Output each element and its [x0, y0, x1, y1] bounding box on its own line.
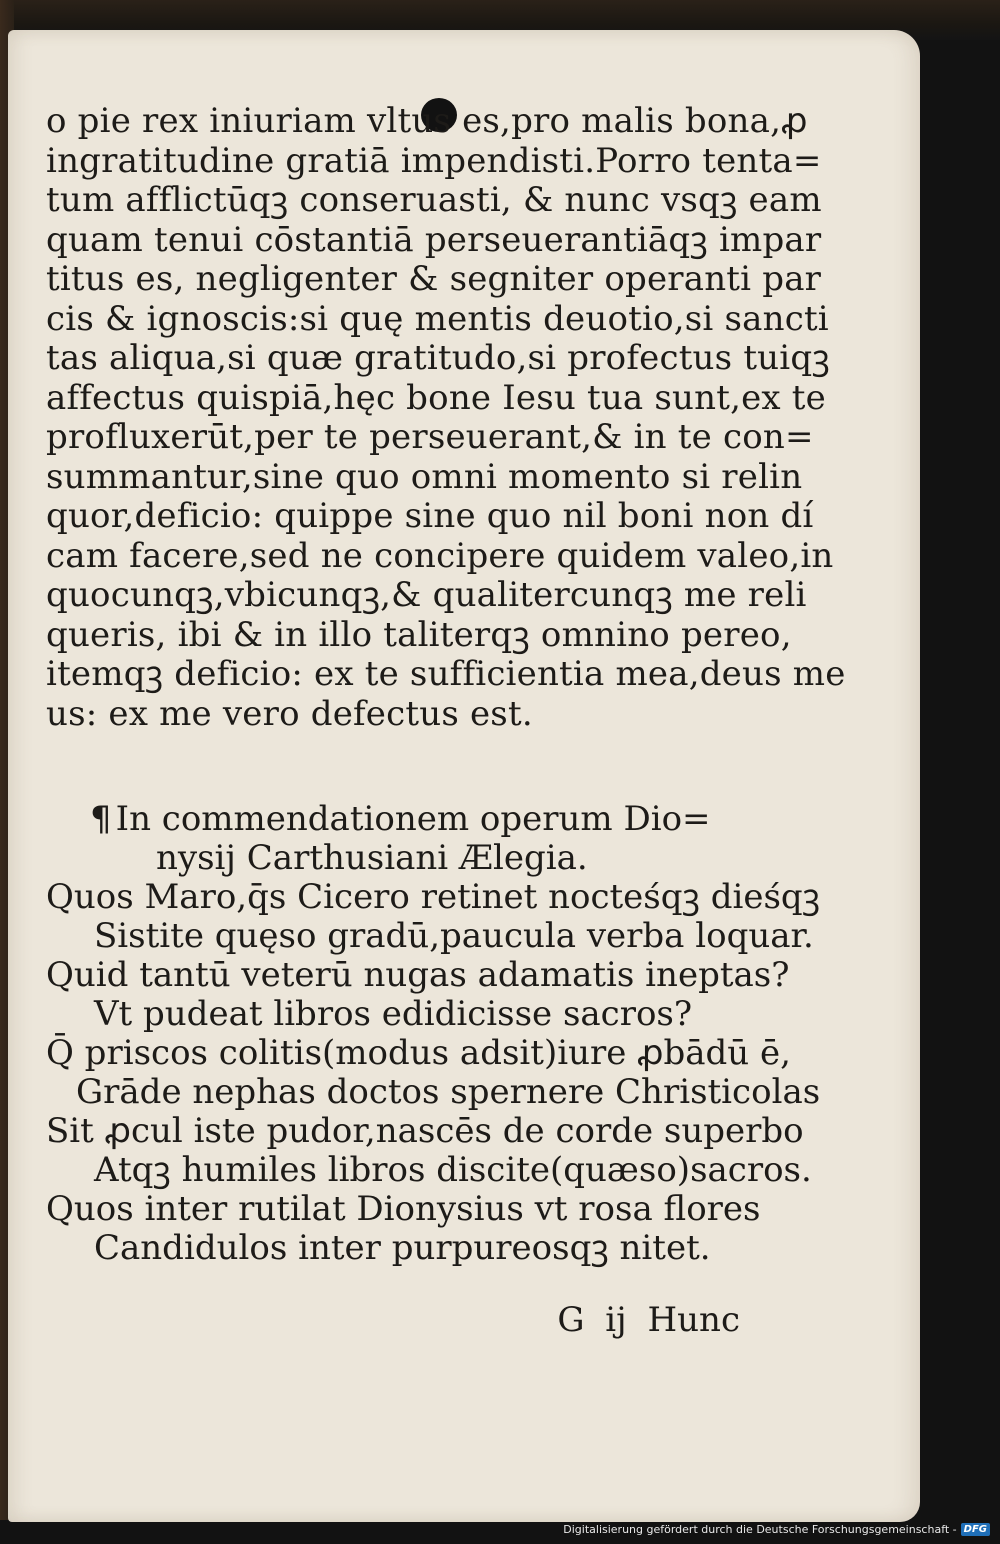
prose-line: cam facere,sed ne concipere quidem valeo,in [46, 535, 834, 576]
prose-line: quocunqꝫ,vbicunqꝫ,& qualitercunqꝫ me reli [46, 575, 807, 615]
poem-verse: Quos inter rutilat Dionysius vt rosa flores [46, 1189, 761, 1229]
dfg-logo: DFG [961, 1523, 990, 1536]
prose-line: quor,deficio: quippe sine quo nil boni non dí [46, 496, 814, 536]
poem-verse: Vt pudeat libros edidicisse sacros? [94, 994, 693, 1034]
prose-line: tas aliqua,si quæ gratitudo,si profectus tuiqꝫ [46, 338, 830, 378]
prose-line: us: ex me vero defectus est. [46, 693, 533, 734]
prose-line: tum afflictūqꝫ conseruasti, & nunc vsqꝫ eam [46, 180, 822, 220]
elegy-heading-line: In commendationem operum Dio= [115, 799, 711, 839]
poem-verse: Quos Maro,q̄s Cicero retinet nocteśqꝫ dieśqꝫ [46, 877, 821, 917]
elegy-heading-line: nysij Carthusiani Ælegia. [156, 838, 588, 878]
prose-line: itemqꝫ deficio: ex te sufficientia mea,deus me [46, 654, 846, 694]
prose-line: profluxerūt,per te perseuerant,& in te con= [46, 417, 814, 457]
prose-paragraph [46, 101, 846, 734]
prose-line: affectus quispiā,hęc bone Iesu tua sunt,ex te [46, 377, 826, 418]
elegy-heading [46, 800, 766, 839]
poem-verse: Sit ꝓcul iste pudor,nascēs de corde superbo [46, 1111, 804, 1151]
prose-line: titus es, negligenter & segniter operanti par [46, 259, 822, 299]
signature-catchword: G ij Hunc [557, 1300, 740, 1340]
poem-verse: Candidulos inter purpureosqꝫ nitet. [94, 1228, 711, 1268]
prose-line: cis & ignoscis:si quę mentis deuotio,si sancti [46, 298, 829, 339]
book-page [8, 30, 920, 1522]
prose-line: ingratitudine gratiā impendisti.Porro tenta= [46, 140, 822, 181]
prose-line: summantur,sine quo omni momento si relin [46, 456, 803, 497]
credit-text: Digitalisierung gefördert durch die Deutsche Forschungsgemeinschaft - [563, 1523, 957, 1536]
poem-verse: Atqꝫ humiles libros discite(quæso)sacros. [94, 1150, 812, 1190]
prose-line: o pie rex iniuriam vltus es,pro malis bona,ꝓ [46, 101, 808, 141]
poem-verse: Q̄ priscos colitis(modus adsit)iure ꝓbādū ē, [46, 1033, 791, 1073]
prose-line: queris, ibi & in illo taliterqꝫ omnino pereo, [46, 614, 792, 655]
poem-verse: Grāde nephas doctos spernere Christicolas [76, 1072, 821, 1112]
digitization-credit [563, 1523, 990, 1536]
pilcrow-icon: ¶ [90, 799, 112, 839]
poem-verse: Sistite quęso gradū,paucula verba loquar. [94, 916, 814, 956]
prose-line: quam tenui cōstantiā perseuerantiāqꝫ impar [46, 219, 822, 260]
elegy-section [46, 799, 821, 1268]
poem-verse: Quid tantū veterū nugas adamatis ineptas? [46, 955, 790, 995]
